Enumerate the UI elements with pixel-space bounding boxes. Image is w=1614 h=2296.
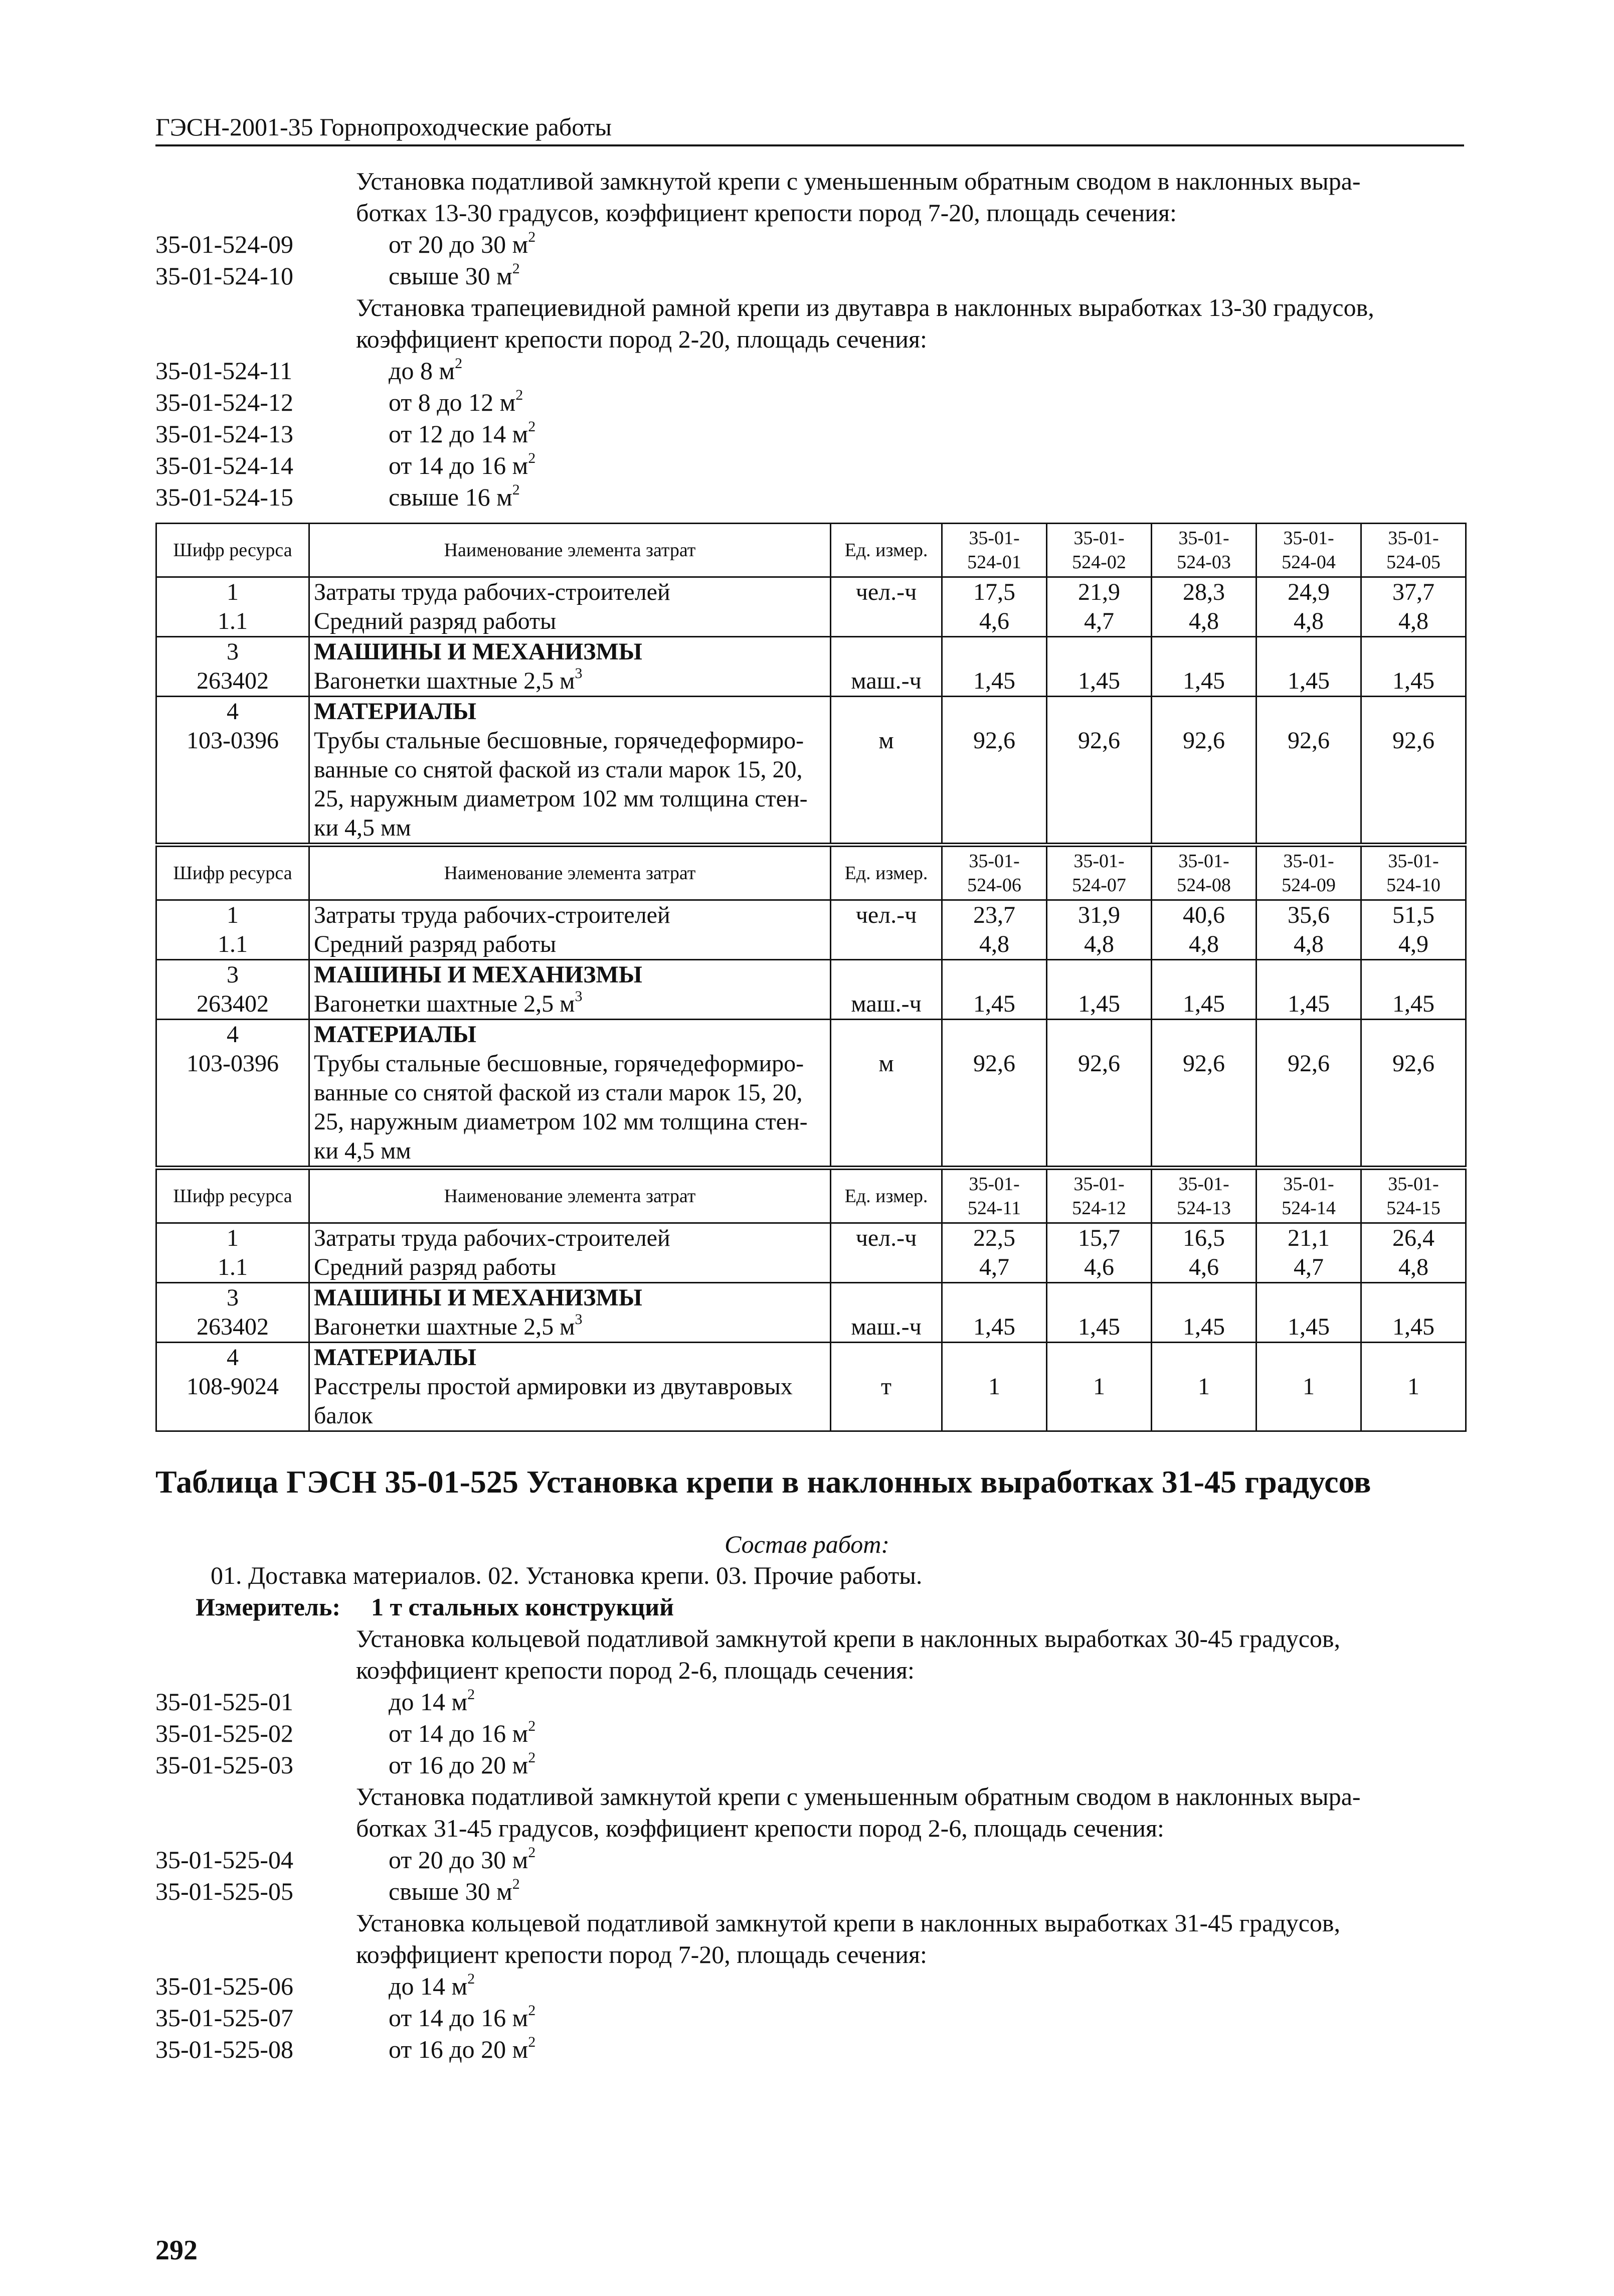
row-value: 23,7 4,8 — [942, 900, 1047, 960]
header-norm: 35-01- 524-06 — [942, 847, 1047, 900]
table-row — [156, 637, 1466, 697]
row-cipher: 1 1.1 — [156, 577, 309, 637]
header-norm: 35-01- 524-02 — [1047, 524, 1152, 577]
row-value: 1 — [1047, 1343, 1152, 1431]
row-unit: маш.-ч — [831, 960, 942, 1020]
table-header-row — [156, 847, 1466, 900]
row-name: МАШИНЫ И МЕХАНИЗМЫ Вагонетки шахтные 2,5 $м^3$ — [309, 1283, 831, 1343]
row-name: МАТЕРИАЛЫ Трубы стальные бесшовные, горячедеформиро- ванные со снятой фаской из стали марок 15, 20, 25, наружным диаметром 102 мм толщина стен- ки 4,5 мм — [309, 1020, 831, 1167]
row-value: 1,45 — [942, 1283, 1047, 1343]
row-cipher: 3 263402 — [156, 637, 309, 697]
norm-code: 35-01-525-06 — [155, 1972, 293, 2000]
norm-code: 35-01-525-01 — [155, 1688, 293, 1716]
description-line: Установка податливой замкнутой крепи с уменьшенным обратным сводом в наклонных выра- — [356, 167, 1361, 195]
row-value: 1,45 — [1257, 637, 1361, 697]
norm-item: до 14 $м^2$ — [389, 1971, 475, 2000]
row-value: 1,45 — [1257, 1283, 1361, 1343]
row-value: 1,45 — [942, 960, 1047, 1020]
header-norm: 35-01- 524-10 — [1361, 847, 1466, 900]
norm-item: свыше 30 $м^2$ — [389, 260, 520, 290]
row-unit: маш.-ч — [831, 637, 942, 697]
description-line: коэффициент крепости пород 2-20, площадь сечения: — [356, 325, 927, 353]
norm-code: 35-01-525-08 — [155, 2035, 293, 2063]
norm-item: от 14 до 16 $м^2$ — [389, 450, 536, 479]
row-value: 1 — [1361, 1343, 1466, 1431]
norm-item: до 14 $м^2$ — [389, 1686, 475, 1716]
row-unit: чел.-ч — [831, 577, 942, 637]
header-cipher: Шифр ресурса — [156, 1170, 309, 1223]
row-value: 1,45 — [1361, 1283, 1466, 1343]
norm-code: 35-01-525-02 — [155, 1719, 293, 1747]
running-header: ГЭСН-2001-35 Горнопроходческие работы — [155, 111, 1464, 146]
description-line: ботках 13-30 градусов, коэффициент крепости пород 7-20, площадь сечения: — [356, 199, 1177, 227]
table-row — [156, 900, 1466, 960]
description-line: Установка податливой замкнутой крепи с уменьшенным обратным сводом в наклонных выра- — [356, 1782, 1361, 1811]
header-name: Наименование элемента затрат — [309, 847, 831, 900]
row-value: 1 — [1257, 1343, 1361, 1431]
row-name: Затраты труда рабочих-строителей Средний разряд работы — [309, 900, 831, 960]
description-line: Установка кольцевой податливой замкнутой крепи в наклонных выработках 31-45 градусов, — [356, 1909, 1340, 1937]
resource-table-2 — [155, 846, 1467, 1167]
measure-value: 1 т стальных конструкций — [371, 1593, 674, 1621]
header-norm: 35-01- 524-11 — [942, 1170, 1047, 1223]
row-cipher: 4 103-0396 — [156, 697, 309, 844]
description-line: Установка кольцевой податливой замкнутой крепи в наклонных выработках 30-45 градусов, — [356, 1624, 1340, 1653]
resource-table-3 — [155, 1169, 1467, 1432]
norm-item: свыше 30 $м^2$ — [389, 1876, 520, 1905]
row-value: 24,9 4,8 — [1257, 577, 1361, 637]
norm-code: 35-01-525-03 — [155, 1751, 293, 1779]
row-name: Затраты труда рабочих-строителей Средний разряд работы — [309, 577, 831, 637]
table-row — [156, 697, 1466, 844]
row-unit: чел.-ч — [831, 1223, 942, 1283]
row-value: 92,6 — [1361, 1020, 1466, 1167]
row-unit: м — [831, 1020, 942, 1167]
row-value: 1,45 — [1047, 637, 1152, 697]
norm-item: от 20 до 30 $м^2$ — [389, 1844, 536, 1874]
header-norm: 35-01- 524-08 — [1152, 847, 1257, 900]
header-norm: 35-01- 524-15 — [1361, 1170, 1466, 1223]
header-norm: 35-01- 524-03 — [1152, 524, 1257, 577]
header-norm: 35-01- 524-05 — [1361, 524, 1466, 577]
row-name: МАТЕРИАЛЫ Расстрелы простой армировки из двутавровых балок — [309, 1343, 831, 1431]
description-line: ботках 31-45 градусов, коэффициент крепости пород 2-6, площадь сечения: — [356, 1814, 1164, 1842]
norm-item: от 16 до 20 $м^2$ — [389, 1749, 536, 1779]
header-cipher: Шифр ресурса — [156, 847, 309, 900]
row-value: 92,6 — [942, 697, 1047, 844]
header-norm: 35-01- 524-13 — [1152, 1170, 1257, 1223]
description-line: Установка трапециевидной рамной крепи из двутавра в наклонных выработках 13-30 градусов, — [356, 293, 1374, 321]
row-value: 37,7 4,8 — [1361, 577, 1466, 637]
row-value: 31,9 4,8 — [1047, 900, 1152, 960]
works-heading: Состав работ: — [724, 1530, 890, 1558]
table-row — [156, 1283, 1466, 1343]
row-cipher: 4 103-0396 — [156, 1020, 309, 1167]
norm-code: 35-01-524-13 — [155, 420, 293, 448]
row-value: 17,5 4,6 — [942, 577, 1047, 637]
norm-code: 35-01-524-09 — [155, 230, 293, 258]
row-unit: маш.-ч — [831, 1283, 942, 1343]
row-value: 1,45 — [1361, 960, 1466, 1020]
header-unit: Ед. измер. — [831, 524, 942, 577]
header-unit: Ед. измер. — [831, 1170, 942, 1223]
row-value: 15,7 4,6 — [1047, 1223, 1152, 1283]
row-value: 1,45 — [1152, 1283, 1257, 1343]
norm-item: свыше 16 $м^2$ — [389, 481, 520, 511]
section-525-block — [155, 1560, 1464, 2065]
table-row — [156, 577, 1466, 637]
row-value: 21,1 4,7 — [1257, 1223, 1361, 1283]
header-norm: 35-01- 524-07 — [1047, 847, 1152, 900]
header-unit: Ед. измер. — [831, 847, 942, 900]
row-name: МАТЕРИАЛЫ Трубы стальные бесшовные, горячедеформиро- ванные со снятой фаской из стали марок 15, 20, 25, наружным диаметром 102 мм толщина стен- ки 4,5 мм — [309, 697, 831, 844]
row-value: 16,5 4,6 — [1152, 1223, 1257, 1283]
header-name: Наименование элемента затрат — [309, 1170, 831, 1223]
row-value: 1,45 — [1047, 1283, 1152, 1343]
works-list: 01. Доставка материалов. 02. Установка крепи. 03. Прочие работы. — [211, 1561, 923, 1589]
row-cipher: 1 1.1 — [156, 900, 309, 960]
table-row — [156, 1223, 1466, 1283]
norm-code: 35-01-525-05 — [155, 1877, 293, 1905]
row-unit: м — [831, 697, 942, 844]
row-value: 40,6 4,8 — [1152, 900, 1257, 960]
row-value: 92,6 — [1047, 697, 1152, 844]
section-title: Таблица ГЭСН 35-01-525 Установка крепи в наклонных выработках 31-45 градусов — [155, 1464, 1371, 1500]
row-value: 92,6 — [1257, 697, 1361, 844]
norm-item: от 14 до 16 $м^2$ — [389, 2002, 536, 2032]
header-norm: 35-01- 524-09 — [1257, 847, 1361, 900]
row-cipher: 3 263402 — [156, 960, 309, 1020]
norm-code: 35-01-525-04 — [155, 1846, 293, 1874]
row-value: 28,3 4,8 — [1152, 577, 1257, 637]
norm-code: 35-01-524-10 — [155, 262, 293, 290]
row-name: МАШИНЫ И МЕХАНИЗМЫ Вагонетки шахтные 2,5 $м^3$ — [309, 960, 831, 1020]
row-unit: т — [831, 1343, 942, 1431]
row-value: 92,6 — [1047, 1020, 1152, 1167]
norm-item: от 12 до 14 $м^2$ — [389, 418, 536, 448]
row-value: 1,45 — [1152, 637, 1257, 697]
row-cipher: 4 108-9024 — [156, 1343, 309, 1431]
norm-item: от 16 до 20 $м^2$ — [389, 2034, 536, 2063]
row-value: 51,5 4,9 — [1361, 900, 1466, 960]
norm-item: от 20 до 30 $м^2$ — [389, 229, 536, 258]
row-value: 1,45 — [1152, 960, 1257, 1020]
resource-table-1 — [155, 523, 1467, 844]
norm-code: 35-01-524-12 — [155, 388, 293, 416]
row-cipher: 1 1.1 — [156, 1223, 309, 1283]
row-value: 1,45 — [1047, 960, 1152, 1020]
header-name: Наименование элемента затрат — [309, 524, 831, 577]
norm-code: 35-01-524-15 — [155, 483, 293, 511]
row-value: 1 — [1152, 1343, 1257, 1431]
row-name: Затраты труда рабочих-строителей Средний разряд работы — [309, 1223, 831, 1283]
measure-label: Измеритель: — [196, 1593, 341, 1621]
row-value: 1,45 — [942, 637, 1047, 697]
norm-item: до 8 $м^2$ — [389, 355, 463, 385]
description-line: коэффициент крепости пород 2-6, площадь сечения: — [356, 1656, 915, 1684]
row-value: 1,45 — [1257, 960, 1361, 1020]
intro-block — [155, 166, 1464, 513]
description-line: коэффициент крепости пород 7-20, площадь сечения: — [356, 1940, 927, 1969]
norm-item: от 8 до 12 $м^2$ — [389, 387, 523, 416]
table-row — [156, 1343, 1466, 1431]
table-header-row — [156, 524, 1466, 577]
row-value: 92,6 — [1152, 697, 1257, 844]
row-value: 92,6 — [942, 1020, 1047, 1167]
row-value: 26,4 4,8 — [1361, 1223, 1466, 1283]
row-value: 22,5 4,7 — [942, 1223, 1047, 1283]
row-value: 35,6 4,8 — [1257, 900, 1361, 960]
header-norm: 35-01- 524-01 — [942, 524, 1047, 577]
norm-code: 35-01-524-11 — [155, 357, 293, 385]
row-value: 92,6 — [1152, 1020, 1257, 1167]
row-value: 1 — [942, 1343, 1047, 1431]
row-value: 21,9 4,7 — [1047, 577, 1152, 637]
row-value: 1,45 — [1361, 637, 1466, 697]
row-value: 92,6 — [1361, 697, 1466, 844]
norm-code: 35-01-525-07 — [155, 2004, 293, 2032]
norm-code: 35-01-524-14 — [155, 451, 293, 479]
table-row — [156, 960, 1466, 1020]
table-row — [156, 1020, 1466, 1167]
header-norm: 35-01- 524-04 — [1257, 524, 1361, 577]
norm-item: от 14 до 16 $м^2$ — [389, 1718, 536, 1747]
header-cipher: Шифр ресурса — [156, 524, 309, 577]
row-name: МАШИНЫ И МЕХАНИЗМЫ Вагонетки шахтные 2,5 $м^3$ — [309, 637, 831, 697]
row-cipher: 3 263402 — [156, 1283, 309, 1343]
header-norm: 35-01- 524-14 — [1257, 1170, 1361, 1223]
page-number: 292 — [155, 2235, 198, 2266]
table-header-row — [156, 1170, 1466, 1223]
row-unit: чел.-ч — [831, 900, 942, 960]
header-norm: 35-01- 524-12 — [1047, 1170, 1152, 1223]
row-value: 92,6 — [1257, 1020, 1361, 1167]
